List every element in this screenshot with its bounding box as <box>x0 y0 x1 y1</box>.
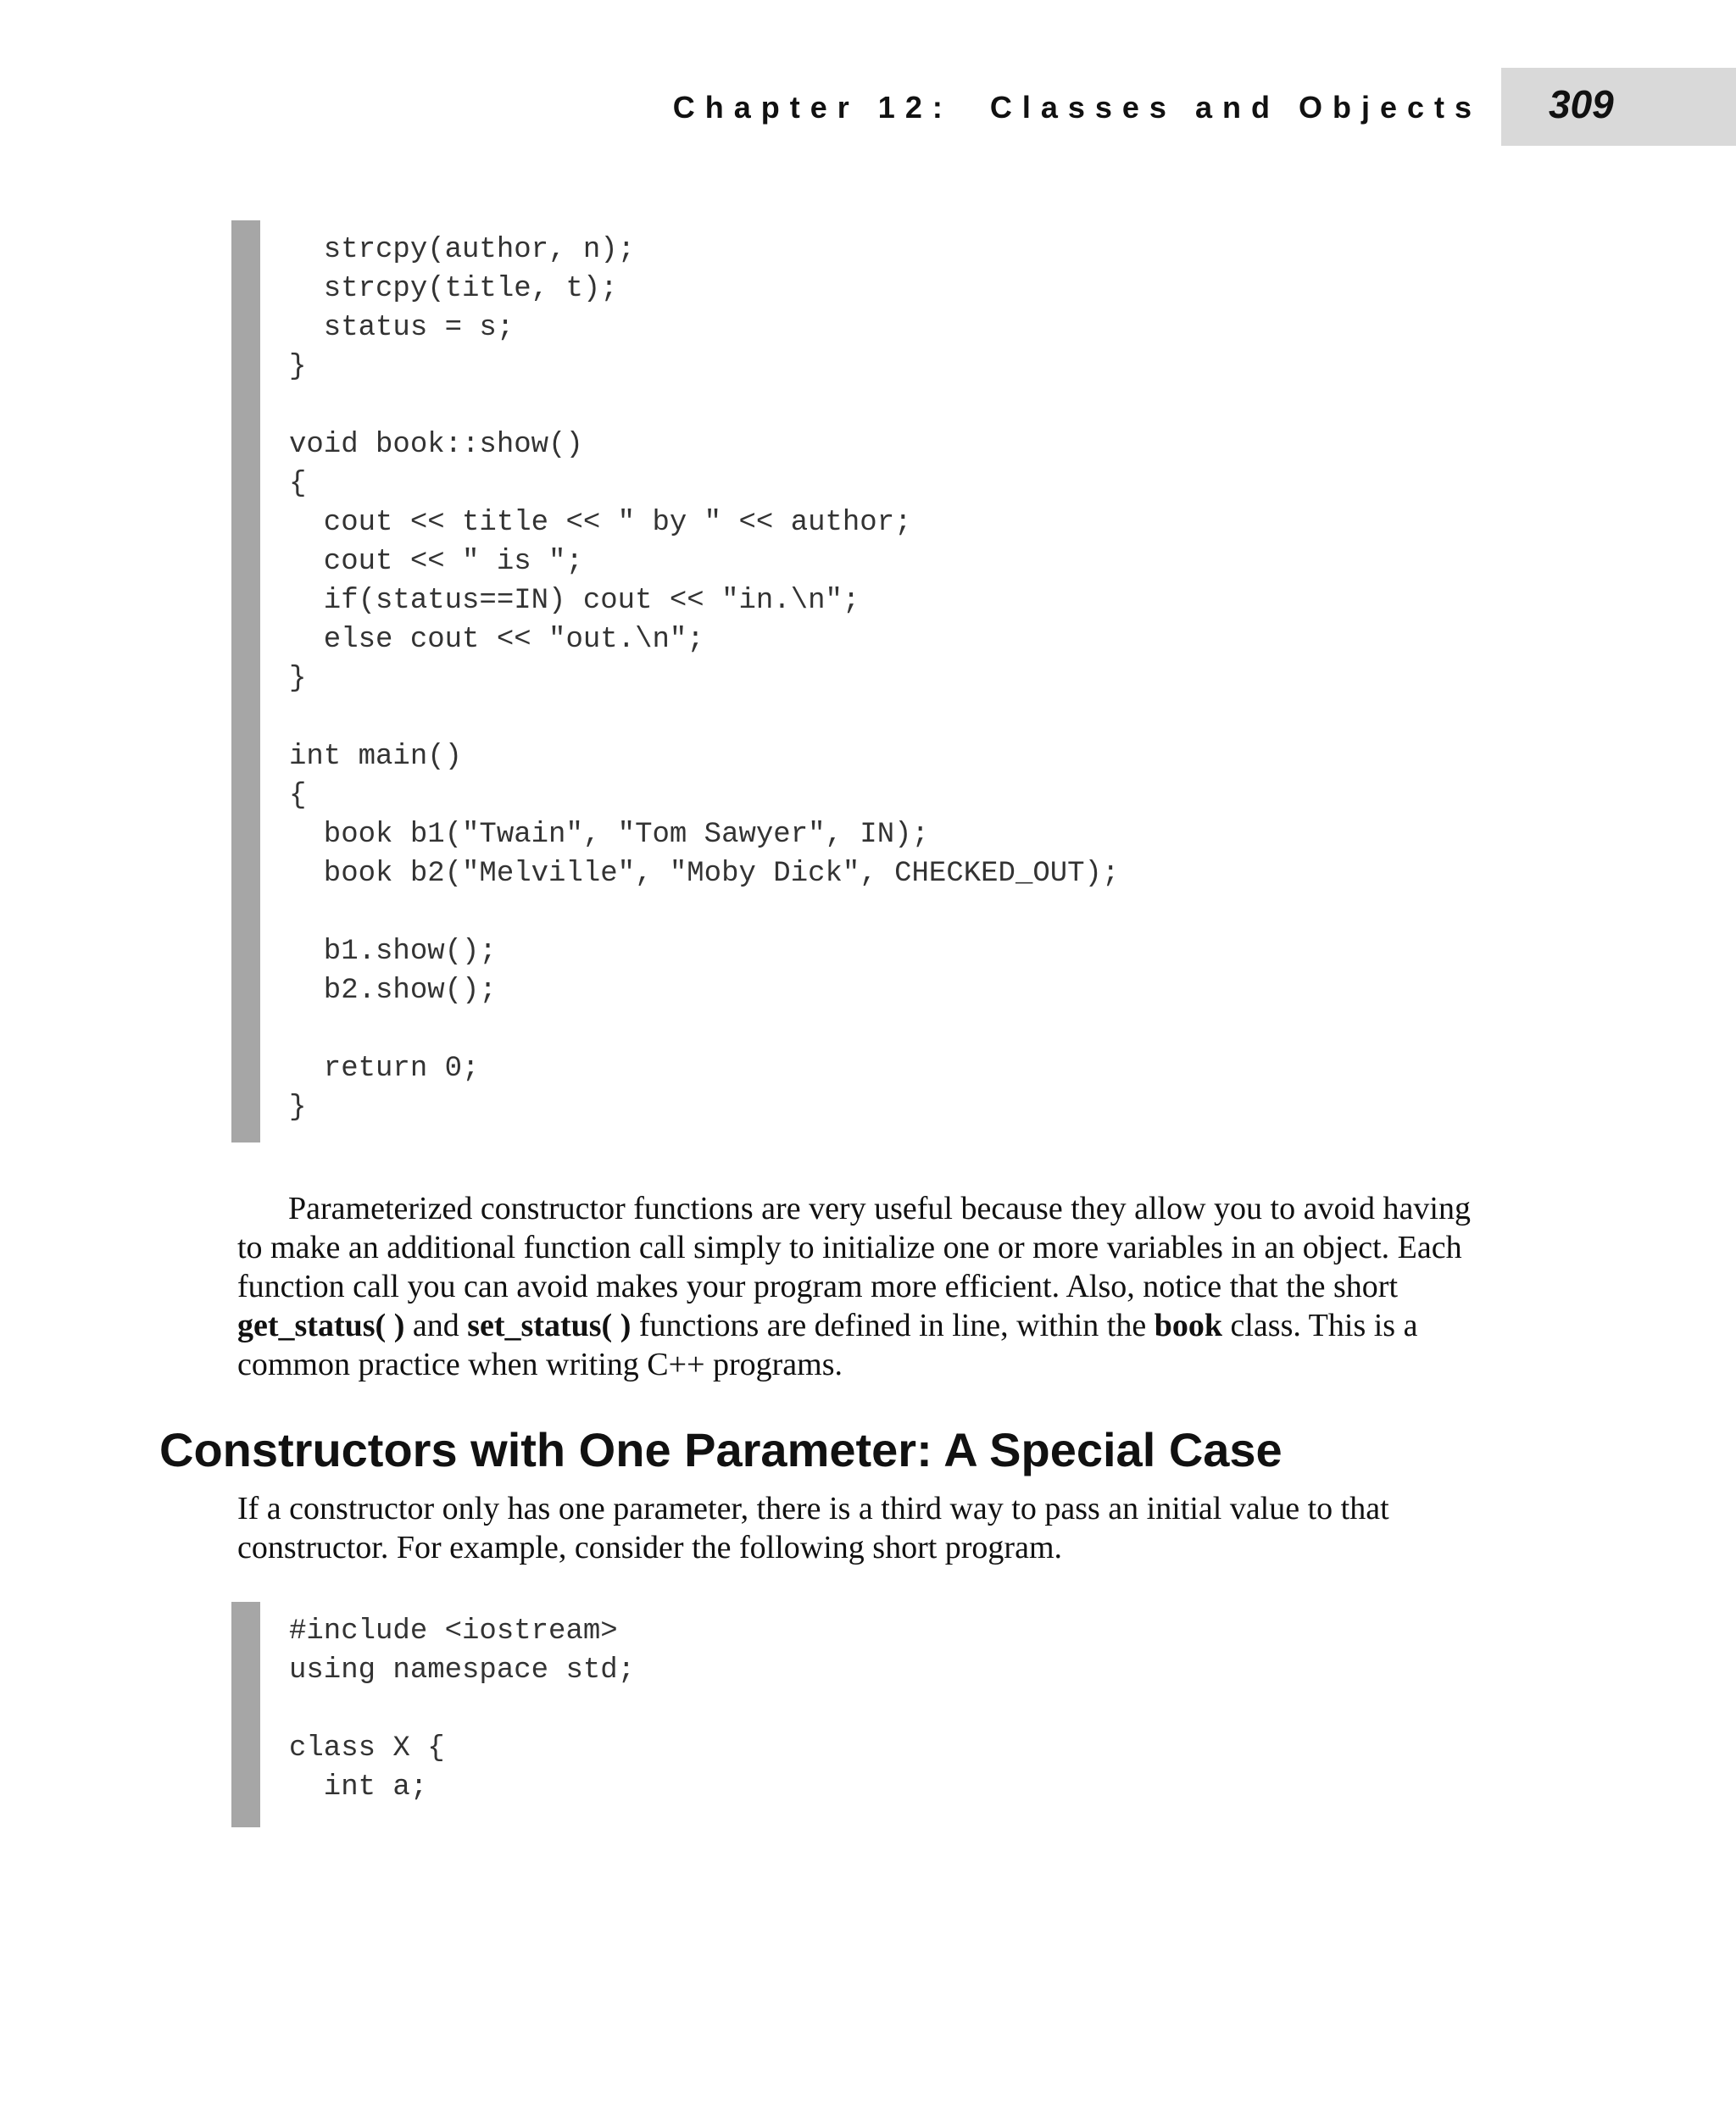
function-name-set-status: set_status( ) <box>467 1308 632 1343</box>
paragraph-text: class. This is a common practice when writing C++ programs. <box>237 1308 1418 1382</box>
function-name-get-status: get_status( ) <box>237 1308 405 1343</box>
section-heading: Constructors with One Parameter: A Special Case <box>159 1423 1283 1476</box>
paragraph-text: Parameterized constructor functions are very useful because they allow you to avoid having to make an additional function call simply to initialize one or more variables in an object. Each function call you can avoid makes your program more efficient. Also, notice that the short <box>237 1191 1471 1304</box>
section-intro-paragraph: If a constructor only has one parameter, there is a third way to pass an initial value to that constructor. For example, consider the following short program. <box>237 1491 1389 1565</box>
page-number-tab <box>1501 68 1736 146</box>
paragraph-text: and <box>404 1308 468 1343</box>
code-text: strcpy(author, n); strcpy(title, t); status = s; } void book::show() { cout << title << " by " << author; cout << " is "; if(status==IN) cout << "in.\n"; else cout << "out.\n"; } int main() { book b1("Twain", "Tom Sawyer", IN); book b2("Melville", "Moby Dick", CHECKED_OUT); b1.show(); b2.show(); return 0; } <box>289 234 1120 1124</box>
class-name-book: book <box>1154 1308 1222 1343</box>
code-listing <box>231 1602 1566 1827</box>
code-margin-bar <box>231 220 260 1142</box>
paragraph-text: functions are defined in line, within the <box>631 1308 1155 1343</box>
chapter-header: Chapter 12: Classes and Objects <box>672 90 1482 125</box>
page-number: 309 <box>1549 82 1614 126</box>
code-text: #include <iostream> using namespace std; class X { int a; <box>289 1615 636 1804</box>
code-listing <box>231 220 1566 1142</box>
code-margin-bar <box>231 1602 260 1827</box>
body-paragraph <box>237 1189 1492 1384</box>
